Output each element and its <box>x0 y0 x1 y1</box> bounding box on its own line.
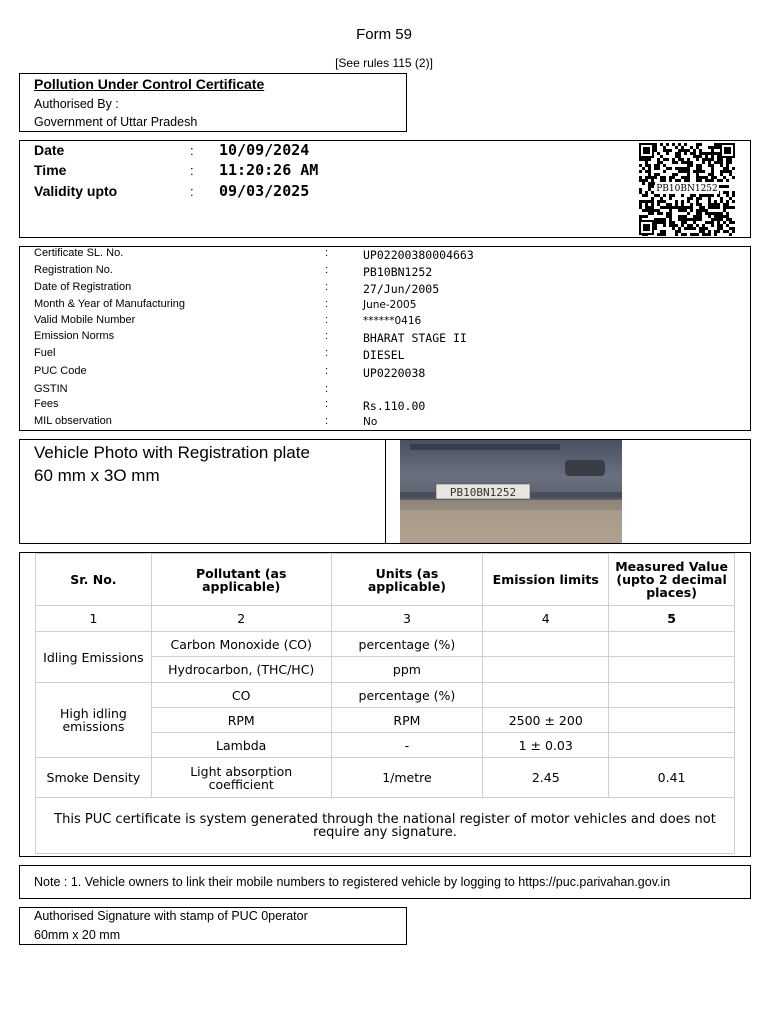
time-colon: : <box>190 163 194 178</box>
detail-colon: : <box>325 365 329 377</box>
column-number: 1 <box>36 606 152 632</box>
qr-registration-text: PB10BN1252 <box>656 184 718 194</box>
column-number: 2 <box>151 606 331 632</box>
detail-value: PB10BN1252 <box>363 265 433 279</box>
system-generated-note: This PUC certificate is system generated through the national register of motor vehicles and does not require any signature. <box>36 798 735 854</box>
pollutant-cell: Lambda <box>151 733 331 758</box>
detail-value: 27/Jun/2005 <box>363 282 440 296</box>
mobile-link-note: Note : 1. Vehicle owners to link their mobile numbers to registered vehicle by logging to https://puc.parivahan.gov.in <box>34 875 671 889</box>
photo-caption-line1: Vehicle Photo with Registration plate <box>34 443 310 462</box>
photo-divider <box>385 439 386 544</box>
qr-code <box>637 141 737 237</box>
detail-colon: : <box>325 281 329 293</box>
limit-cell: 1 ± 0.03 <box>483 733 609 758</box>
limit-cell <box>483 683 609 708</box>
smoke-density-label: Smoke Density <box>36 758 152 798</box>
signature-label: Authorised Signature with stamp of PUC 0perator <box>34 909 308 923</box>
form-title: Form 59 <box>356 26 412 43</box>
detail-value: Rs.110.00 <box>363 399 426 413</box>
detail-colon: : <box>325 264 329 276</box>
detail-label: PUC Code <box>34 365 87 377</box>
detail-value: UP02200380004663 <box>363 248 474 262</box>
limit-cell <box>483 632 609 657</box>
detail-colon: : <box>325 330 329 342</box>
government-name: Government of Uttar Pradesh <box>34 115 198 129</box>
note-box <box>19 865 751 899</box>
idling-emissions-label: Idling Emissions <box>36 632 152 683</box>
detail-label: Fuel <box>34 347 56 359</box>
unit-cell: - <box>331 733 483 758</box>
pollutant-cell: Hydrocarbon, (THC/HC) <box>151 657 331 683</box>
measured-cell <box>609 683 735 708</box>
column-number: 5 <box>609 606 735 632</box>
emissions-table <box>35 553 735 854</box>
vehicle-details-box <box>19 246 751 431</box>
detail-value: UP0220038 <box>363 366 426 380</box>
detail-value: ******0416 <box>363 315 422 327</box>
authorised-by-label: Authorised By : <box>34 97 119 111</box>
limit-cell: 2.45 <box>483 758 609 798</box>
pollutant-cell: RPM <box>151 708 331 733</box>
plate-text: PB10BN1252 <box>449 486 517 499</box>
validity-label: Validity upto <box>34 183 118 199</box>
certificate-title: Pollution Under Control Certificate <box>34 76 265 92</box>
detail-label: Fees <box>34 398 59 410</box>
header-emission-limits: Emission limits <box>483 554 609 606</box>
detail-colon: : <box>325 398 329 410</box>
pollutant-cell: Light absorption coefficient <box>151 758 331 798</box>
validity-colon: : <box>190 184 194 199</box>
detail-colon: : <box>325 383 329 395</box>
photo-caption-line2: 60 mm x 3O mm <box>34 466 160 485</box>
detail-label: Date of Registration <box>34 281 132 293</box>
detail-value: June-2005 <box>363 299 417 311</box>
detail-colon: : <box>325 415 329 427</box>
header-sr-no: Sr. No. <box>36 554 152 606</box>
time-label: Time <box>34 162 67 178</box>
signature-size: 60mm x 20 mm <box>34 928 121 942</box>
detail-label: GSTIN <box>34 383 68 395</box>
emissions-box <box>19 552 751 857</box>
column-number: 4 <box>483 606 609 632</box>
detail-label: MIL observation <box>34 415 112 427</box>
unit-cell: ppm <box>331 657 483 683</box>
limit-cell: 2500 ± 200 <box>483 708 609 733</box>
date-colon: : <box>190 143 194 158</box>
header-units: Units (as applicable) <box>331 554 483 606</box>
measured-cell <box>609 708 735 733</box>
detail-label: Valid Mobile Number <box>34 314 136 326</box>
timing-box <box>19 140 751 238</box>
validity-value: 09/03/2025 <box>219 182 310 200</box>
unit-cell: percentage (%) <box>331 632 483 657</box>
vehicle-photo <box>400 440 622 543</box>
limit-cell <box>483 657 609 683</box>
detail-colon: : <box>325 298 329 310</box>
measured-cell <box>609 657 735 683</box>
measured-cell <box>609 733 735 758</box>
detail-value: DIESEL <box>363 348 405 362</box>
detail-colon: : <box>325 247 329 259</box>
header-measured-value: Measured Value (upto 2 decimal places) <box>609 554 735 606</box>
detail-value: BHARAT STAGE II <box>363 331 467 345</box>
detail-value: No <box>363 416 378 428</box>
unit-cell: percentage (%) <box>331 683 483 708</box>
rules-reference: [See rules 115 (2)] <box>335 56 433 70</box>
date-value: 10/09/2024 <box>219 141 310 159</box>
signature-box <box>19 907 407 945</box>
unit-cell: RPM <box>331 708 483 733</box>
measured-cell: 0.41 <box>609 758 735 798</box>
header-pollutant: Pollutant (as applicable) <box>151 554 331 606</box>
pollutant-cell: CO <box>151 683 331 708</box>
unit-cell: 1/metre <box>331 758 483 798</box>
measured-cell <box>609 632 735 657</box>
detail-label: Emission Norms <box>34 330 115 342</box>
vehicle-photo-box <box>19 439 751 544</box>
column-number: 3 <box>331 606 483 632</box>
time-value: 11:20:26 AM <box>219 161 319 179</box>
detail-colon: : <box>325 314 329 326</box>
detail-colon: : <box>325 347 329 359</box>
authority-box <box>19 73 407 132</box>
detail-label: Registration No. <box>34 264 113 276</box>
pollutant-cell: Carbon Monoxide (CO) <box>151 632 331 657</box>
high-idling-label: High idling emissions <box>36 683 152 758</box>
detail-label: Month & Year of Manufacturing <box>34 298 186 310</box>
detail-label: Certificate SL. No. <box>34 247 124 259</box>
date-label: Date <box>34 142 65 158</box>
